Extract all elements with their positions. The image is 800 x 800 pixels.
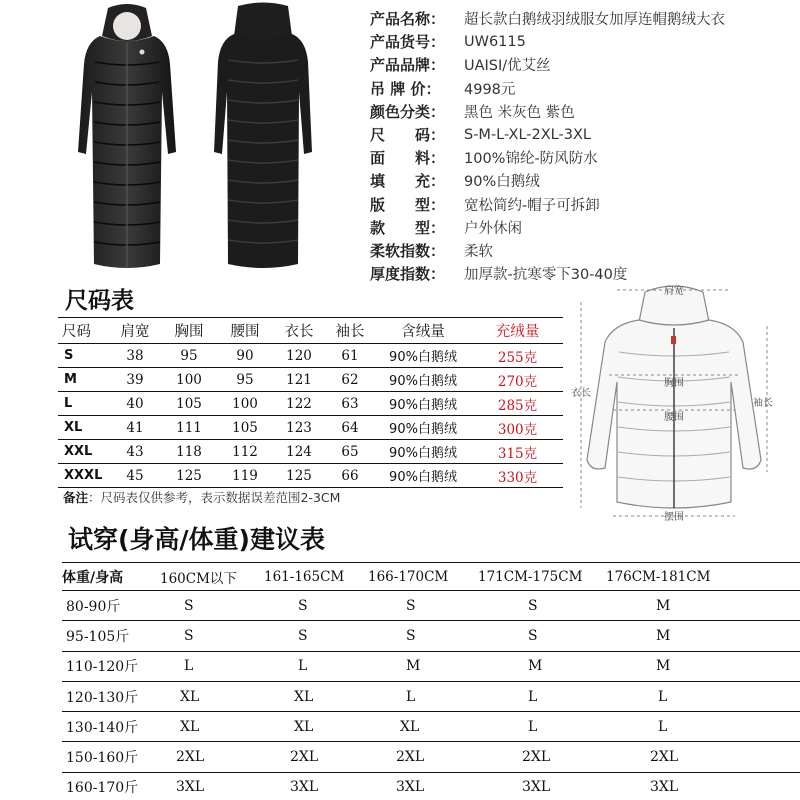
table-cell: 111 bbox=[160, 416, 218, 440]
table-row bbox=[62, 772, 800, 800]
spec-value: UAISI/优艾丝 bbox=[464, 58, 551, 75]
spec-value: 户外休闲 bbox=[464, 220, 522, 237]
table-cell: 62 bbox=[326, 368, 374, 392]
spec-row bbox=[370, 193, 795, 216]
table-cell: 90%白鹅绒 bbox=[374, 464, 472, 488]
table-cell: 90%白鹅绒 bbox=[374, 440, 472, 464]
spec-row bbox=[370, 53, 795, 76]
table-cell: 90%白鹅绒 bbox=[374, 368, 472, 392]
table-cell: 90%白鹅绒 bbox=[374, 344, 472, 368]
table-row bbox=[58, 392, 563, 416]
table-cell: 120 bbox=[272, 344, 326, 368]
table-cell: XL bbox=[264, 681, 368, 711]
size-chart-note bbox=[63, 488, 340, 506]
spec-row bbox=[370, 169, 795, 192]
column-header: 166-170CM bbox=[368, 563, 478, 591]
column-header: 含绒量 bbox=[374, 318, 472, 344]
spec-label: 产品名称： bbox=[370, 10, 446, 29]
table-row bbox=[58, 416, 563, 440]
table-cell: 3XL bbox=[368, 772, 478, 800]
table-cell: 330克 bbox=[472, 464, 563, 488]
table-cell: L bbox=[478, 712, 606, 742]
spec-label: 面 料： bbox=[370, 149, 446, 168]
shoulder-label: 肩宽 bbox=[664, 286, 684, 297]
spec-label: 产品品牌： bbox=[370, 56, 446, 75]
table-cell: 315克 bbox=[472, 440, 563, 464]
spec-row bbox=[370, 146, 795, 169]
chest-label: 胸围 bbox=[664, 378, 684, 389]
table-row bbox=[58, 368, 563, 392]
table-cell: 66 bbox=[326, 464, 374, 488]
fit-chart-header-row bbox=[62, 563, 800, 591]
column-header: 腰围 bbox=[218, 318, 272, 344]
table-cell: S bbox=[160, 621, 264, 651]
table-cell: 120-130斤 bbox=[62, 681, 160, 711]
spec-row bbox=[370, 239, 795, 262]
table-cell: 122 bbox=[272, 392, 326, 416]
table-cell: 43 bbox=[110, 440, 160, 464]
table-cell: 119 bbox=[218, 464, 272, 488]
table-cell: L bbox=[478, 681, 606, 711]
table-cell: 121 bbox=[272, 368, 326, 392]
table-cell: XXL bbox=[58, 440, 110, 464]
table-cell: 90%白鹅绒 bbox=[374, 416, 472, 440]
note-label: 备注 bbox=[63, 490, 89, 505]
waist-label: 腰围 bbox=[664, 412, 684, 423]
spec-value: 超长款白鹅绒羽绒服女加厚连帽鹅绒大衣 bbox=[464, 12, 725, 29]
spec-label: 产品货号： bbox=[370, 33, 446, 52]
sleeve-label: 袖长 bbox=[753, 398, 773, 409]
spec-label: 款 型： bbox=[370, 218, 446, 237]
product-spec-list bbox=[370, 7, 795, 285]
spec-row bbox=[370, 100, 795, 123]
table-cell: M bbox=[606, 591, 800, 621]
spec-value: 宽松简约-帽子可拆卸 bbox=[464, 197, 600, 214]
table-cell: 38 bbox=[110, 344, 160, 368]
table-cell: 125 bbox=[272, 464, 326, 488]
table-row bbox=[62, 591, 800, 621]
table-cell: M bbox=[606, 651, 800, 681]
table-cell: 160-170斤 bbox=[62, 772, 160, 800]
table-cell: 95-105斤 bbox=[62, 621, 160, 651]
table-cell: 39 bbox=[110, 368, 160, 392]
table-cell: XXXL bbox=[58, 464, 110, 488]
spec-label: 版 型： bbox=[370, 195, 446, 214]
table-cell: XL bbox=[160, 712, 264, 742]
hem-label: 摆围 bbox=[664, 512, 684, 522]
column-header: 尺码 bbox=[58, 318, 110, 344]
fit-chart-table bbox=[62, 562, 800, 800]
table-cell: S bbox=[264, 591, 368, 621]
table-cell: L bbox=[606, 681, 800, 711]
table-cell: XL bbox=[58, 416, 110, 440]
table-cell: 110-120斤 bbox=[62, 651, 160, 681]
column-header: 肩宽 bbox=[110, 318, 160, 344]
table-cell: 3XL bbox=[606, 772, 800, 800]
table-cell: M bbox=[58, 368, 110, 392]
table-cell: 124 bbox=[272, 440, 326, 464]
table-cell: XL bbox=[160, 681, 264, 711]
table-cell: S bbox=[368, 621, 478, 651]
spec-value: UW6115 bbox=[464, 33, 526, 50]
table-cell: M bbox=[606, 621, 800, 651]
table-cell: XL bbox=[368, 712, 478, 742]
spec-label: 吊 牌 价： bbox=[370, 79, 441, 98]
coat-front-photo bbox=[64, 2, 190, 274]
table-cell: 63 bbox=[326, 392, 374, 416]
spec-label: 颜色分类： bbox=[370, 102, 446, 121]
column-header: 176CM-181CM bbox=[606, 563, 800, 591]
size-chart-table bbox=[58, 317, 563, 488]
table-cell: S bbox=[368, 591, 478, 621]
table-cell: 80-90斤 bbox=[62, 591, 160, 621]
table-row bbox=[58, 440, 563, 464]
size-chart-title: 尺码表 bbox=[65, 288, 134, 314]
table-cell: 61 bbox=[326, 344, 374, 368]
measurement-diagram bbox=[567, 282, 782, 522]
table-cell: 255克 bbox=[472, 344, 563, 368]
table-cell: 3XL bbox=[264, 772, 368, 800]
table-cell: S bbox=[58, 344, 110, 368]
spec-row bbox=[370, 216, 795, 239]
table-cell: 100 bbox=[218, 392, 272, 416]
table-cell: S bbox=[264, 621, 368, 651]
table-cell: 2XL bbox=[160, 742, 264, 772]
spec-row bbox=[370, 7, 795, 30]
length-label: 衣长 bbox=[571, 388, 591, 399]
spec-value: 4998元 bbox=[464, 81, 516, 98]
table-cell: 3XL bbox=[160, 772, 264, 800]
table-cell: 123 bbox=[272, 416, 326, 440]
table-cell: L bbox=[368, 681, 478, 711]
column-header: 161-165CM bbox=[264, 563, 368, 591]
table-cell: 130-140斤 bbox=[62, 712, 160, 742]
table-cell: 285克 bbox=[472, 392, 563, 416]
table-row bbox=[58, 344, 563, 368]
table-cell: L bbox=[160, 651, 264, 681]
spec-label: 尺 码： bbox=[370, 126, 446, 145]
table-cell: S bbox=[478, 591, 606, 621]
spec-label: 厚度指数： bbox=[370, 265, 446, 284]
table-cell: 270克 bbox=[472, 368, 563, 392]
table-cell: 300克 bbox=[472, 416, 563, 440]
table-cell: 2XL bbox=[606, 742, 800, 772]
table-cell: 2XL bbox=[478, 742, 606, 772]
table-row bbox=[58, 464, 563, 488]
table-cell: 65 bbox=[326, 440, 374, 464]
spec-value: S-M-L-XL-2XL-3XL bbox=[464, 126, 591, 143]
table-row bbox=[62, 681, 800, 711]
table-row bbox=[62, 651, 800, 681]
table-cell: 118 bbox=[160, 440, 218, 464]
fit-chart-title: 试穿(身高/体重)建议表 bbox=[68, 525, 325, 554]
spec-row bbox=[370, 77, 795, 100]
table-row bbox=[62, 742, 800, 772]
table-cell: 112 bbox=[218, 440, 272, 464]
table-cell: 95 bbox=[218, 368, 272, 392]
table-cell: 100 bbox=[160, 368, 218, 392]
table-cell: 2XL bbox=[264, 742, 368, 772]
table-cell: 95 bbox=[160, 344, 218, 368]
table-cell: 40 bbox=[110, 392, 160, 416]
column-header: 充绒量 bbox=[472, 318, 563, 344]
table-cell: 105 bbox=[160, 392, 218, 416]
table-cell: L bbox=[606, 712, 800, 742]
table-cell: 105 bbox=[218, 416, 272, 440]
table-cell: 2XL bbox=[368, 742, 478, 772]
column-header: 袖长 bbox=[326, 318, 374, 344]
table-cell: 150-160斤 bbox=[62, 742, 160, 772]
table-cell: 90%白鹅绒 bbox=[374, 392, 472, 416]
table-cell: 3XL bbox=[478, 772, 606, 800]
spec-label: 填 充： bbox=[370, 172, 446, 191]
table-cell: L bbox=[58, 392, 110, 416]
column-header: 胸围 bbox=[160, 318, 218, 344]
spec-value: 90%白鹅绒 bbox=[464, 174, 540, 191]
table-cell: L bbox=[264, 651, 368, 681]
table-row bbox=[62, 621, 800, 651]
note-text: ：尺码表仅供参考，表示数据误差范围2-3CM bbox=[88, 490, 341, 505]
column-header: 160CM以下 bbox=[160, 563, 264, 591]
spec-value: 加厚款-抗寒零下30-40度 bbox=[464, 267, 628, 284]
size-chart-header-row bbox=[58, 318, 563, 344]
spec-row bbox=[370, 123, 795, 146]
spec-value: 柔软 bbox=[464, 243, 493, 260]
table-cell: XL bbox=[264, 712, 368, 742]
table-cell: 64 bbox=[326, 416, 374, 440]
column-header: 衣长 bbox=[272, 318, 326, 344]
column-header: 171CM-175CM bbox=[478, 563, 606, 591]
table-cell: 41 bbox=[110, 416, 160, 440]
table-row bbox=[62, 712, 800, 742]
spec-row bbox=[370, 30, 795, 53]
coat-back-photo bbox=[212, 2, 314, 274]
table-cell: S bbox=[160, 591, 264, 621]
table-cell: M bbox=[478, 651, 606, 681]
spec-label: 柔软指数： bbox=[370, 241, 446, 260]
spec-value: 100%锦纶-防风防水 bbox=[464, 151, 598, 168]
table-cell: S bbox=[478, 621, 606, 651]
table-cell: M bbox=[368, 651, 478, 681]
table-cell: 125 bbox=[160, 464, 218, 488]
table-cell: 45 bbox=[110, 464, 160, 488]
table-cell: 90 bbox=[218, 344, 272, 368]
spec-value: 黑色 米灰色 紫色 bbox=[464, 104, 575, 121]
column-header: 体重/身高 bbox=[62, 563, 160, 591]
